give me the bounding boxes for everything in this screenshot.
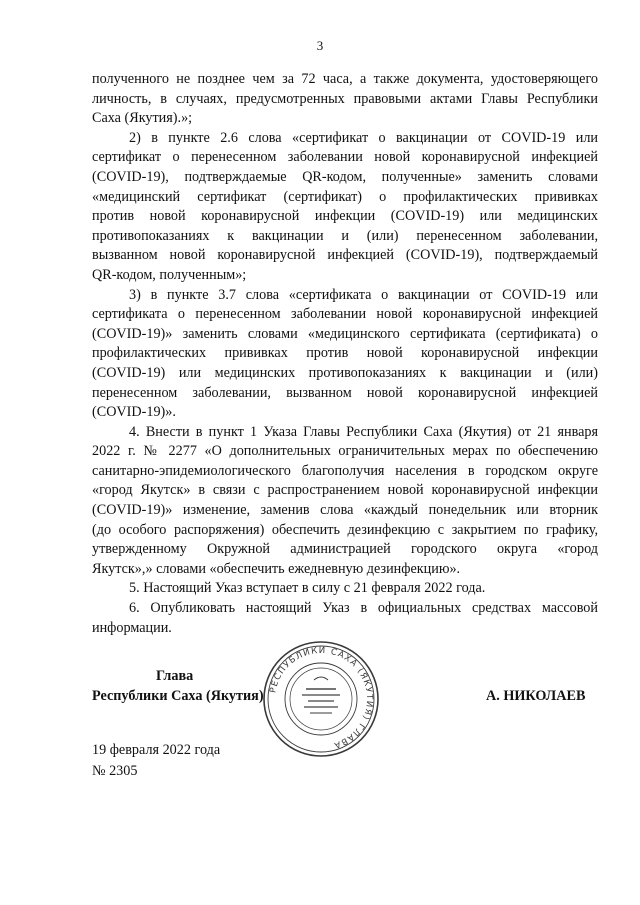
body-line: «город Якутск» в связи с распространением новой коронавирусной инфекции xyxy=(92,482,598,499)
body-line: профилактических прививках против новой коронавирусной инфекции xyxy=(92,345,598,362)
body-line: вызванном новой коронавирусной инфекцией (COVID-19), подтверждаемый xyxy=(92,247,598,264)
body-line: (COVID-19)». xyxy=(92,404,176,421)
seal-ring-text: РЕСПУБЛИКИ САХА (ЯКУТИЯ) ГЛАВА xyxy=(268,645,375,751)
body-line: 2022 г. № 2277 «О дополнительных ограничительных мерах по обеспечению xyxy=(92,443,598,460)
body-line: перенесенном заболевании, вызванном новой коронавирусной инфекцией xyxy=(92,384,598,401)
body-line: (COVID-19)» изменение, заменив слова «каждый понедельник или вторник xyxy=(92,502,598,519)
body-line: 2) в пункте 2.6 слова «сертификат о вакцинации от COVID-19 или xyxy=(129,129,598,146)
body-line: сертификата о перенесенном заболевании новой коронавирусной инфекцией xyxy=(92,306,598,323)
document-date: 19 февраля 2022 года xyxy=(92,742,221,758)
body-line: утвержденному Окружной администрацией городского округа «город xyxy=(92,541,598,558)
seal-graphic xyxy=(262,640,380,758)
body-line: Саха (Якутия).»; xyxy=(92,110,193,127)
body-line: Якутск»,» словами «обеспечить ежедневную дезинфекцию». xyxy=(92,560,461,577)
body-line: (COVID-19)» заменить словами «медицинского сертификата (сертификата) о xyxy=(92,325,598,342)
body-line: санитарно-эпидемиологического благополучия населения в городском округе xyxy=(92,462,598,479)
page-number: 3 xyxy=(316,38,324,53)
body-line: (COVID-19) или медицинских противопоказаниях к вакцинации и (или) xyxy=(92,364,598,381)
body-line: 4. Внести в пункт 1 Указа Главы Республики Саха (Якутия) от 21 января xyxy=(129,423,598,440)
signatory-name: А. НИКОЛАЕВ xyxy=(486,688,586,704)
body-line: сертификат о перенесенном заболевании новой коронавирусной инфекцией xyxy=(92,149,598,166)
document-number: № 2305 xyxy=(92,763,138,779)
document-footer xyxy=(92,740,220,782)
body-line: (до особого распоряжения) обеспечить дезинфекцию с закрытием по графику, xyxy=(92,521,598,538)
body-line: 3) в пункте 3.7 слова «сертификата о вакцинации от COVID-19 или xyxy=(129,286,598,303)
body-line: 6. Опубликовать настоящий Указ в официальных средствах массовой xyxy=(129,600,598,617)
body-line: полученного не позднее чем за 72 часа, а также документа, удостоверяющего xyxy=(92,71,598,87)
body-line: 5. Настоящий Указ вступает в силу с 21 февраля 2022 года. xyxy=(129,580,486,597)
document-body xyxy=(92,70,598,638)
body-line: личность, в случаях, предусмотренных правовыми актами Главы Республики xyxy=(92,90,598,107)
body-line: противопоказаниях к вакцинации и (или) перенесенном заболевании, xyxy=(92,227,598,244)
signatory-title: Республики Саха (Якутия) xyxy=(92,688,264,704)
signatory-title: Глава xyxy=(156,668,194,684)
body-line: QR-кодом, полученным»; xyxy=(92,266,247,283)
official-seal xyxy=(262,640,380,758)
body-line: против новой коронавирусной инфекции (COVID-19) или медицинских xyxy=(92,208,598,225)
body-line: (COVID-19), подтверждаемые QR-кодом, полученные» заменить словами xyxy=(92,168,598,185)
body-line: информации. xyxy=(92,619,172,636)
body-line: «медицинский сертификат (сертификат) о профилактических прививках xyxy=(92,188,598,205)
